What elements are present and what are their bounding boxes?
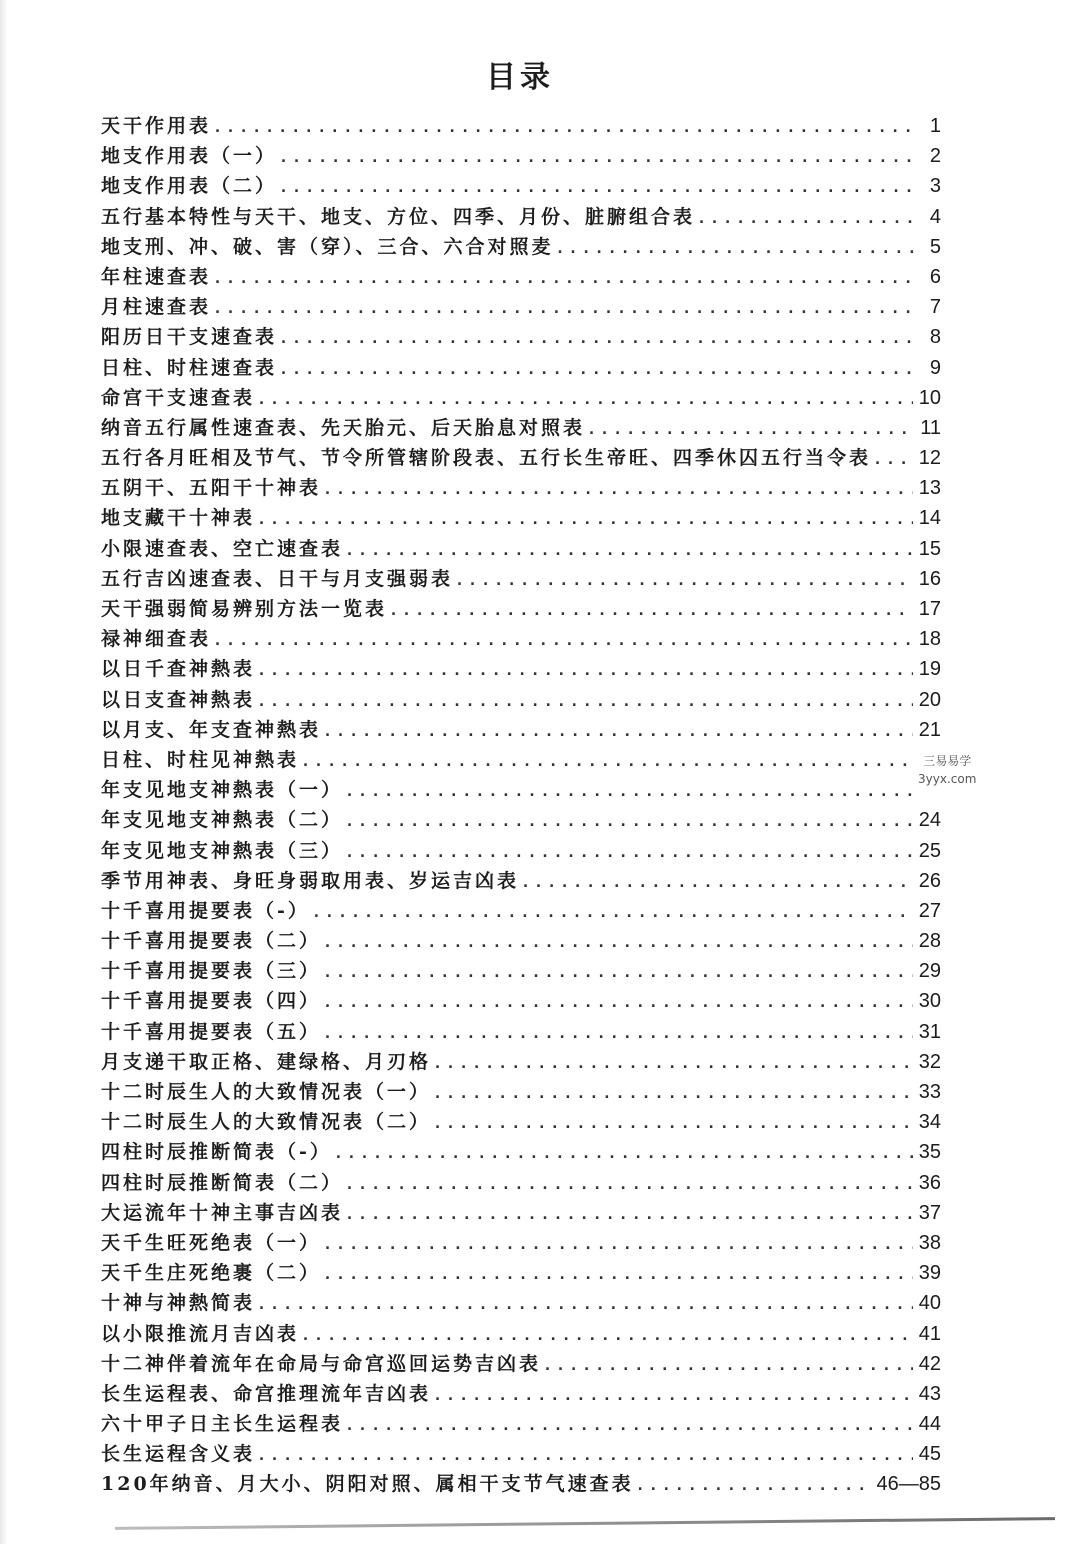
dot-leader [323,963,913,981]
toc-entry[interactable] [101,654,941,684]
toc-entry-label: 长生运程含义表 [101,1443,256,1466]
toc-entry-label: 天干作用表 [101,115,212,137]
page-edge-shadow [0,0,8,1544]
toc-entry-page: 44 [918,1413,941,1436]
toc-entry-label: 以日千查神熱表 [101,658,256,681]
toc-entry-label: 十千喜用提要表（三） [101,960,322,983]
dot-leader [213,118,915,136]
dot-leader [345,812,913,830]
toc-entry[interactable] [101,503,941,533]
toc-entry[interactable] [101,1288,941,1318]
dot-leader [873,450,913,468]
toc-entry-page: 31 [918,1020,941,1043]
toc-entry[interactable] [101,1228,941,1258]
toc-entry[interactable] [101,443,941,473]
toc-entry[interactable] [101,1137,941,1167]
dot-leader [697,209,915,227]
toc-entry-label: 天干强弱简易辨别方法一览表 [101,598,388,620]
toc-entry-page: 6 [929,265,941,288]
toc-entry[interactable] [101,171,941,201]
toc-entry[interactable] [101,1379,941,1409]
toc-entry-page: 20 [918,688,941,711]
dot-leader [279,360,915,378]
toc-entry-label: 地支作用表（二） [101,175,278,198]
toc-entry-label: 日柱、时柱见神熱表 [101,748,300,771]
toc-entry[interactable] [101,322,941,352]
toc-entry[interactable] [101,383,941,413]
dot-leader [521,873,913,891]
toc-entry-label: 阳历日干支速查表 [101,326,278,349]
toc-entry[interactable] [101,715,941,745]
toc-entry[interactable] [101,1258,941,1288]
dot-leader [345,843,913,861]
toc-entry-page: 1 [929,115,941,137]
toc-entry[interactable] [101,232,941,262]
toc-entry-page: 2 [929,145,941,168]
dot-leader [323,722,913,740]
dot-leader [636,1476,871,1494]
dot-leader [433,1386,913,1404]
toc-entry-page: 15 [918,537,941,560]
dot-leader [323,1024,913,1042]
toc-entry-page: 28 [918,930,941,953]
dot-leader [279,329,915,347]
toc-entry-label: 年支见地支神熱表（三） [101,839,344,862]
toc-entry-label: 日柱、时柱速查表 [101,356,278,379]
toc-entry-page: 10 [918,386,941,409]
toc-entry[interactable] [101,1017,941,1047]
toc-entry-label: 四柱时辰推断简表（-） [101,1141,332,1164]
toc-entry-label: 十二时辰生人的大致情况表（一） [101,1081,432,1103]
bottom-rule [115,1517,1055,1530]
dot-leader [433,1114,913,1132]
toc-entry-label: 五行基本特性与天干、地支、方位、四季、月份、脏腑组合表 [101,205,696,228]
toc-entry[interactable] [101,775,941,805]
toc-entry-label: 年支见地支神熱表（二） [101,809,344,832]
toc-entry[interactable] [101,353,941,383]
toc-entry-page: 26 [918,869,941,892]
dot-leader [345,782,915,800]
dot-leader [279,178,915,196]
toc-entry-label: 大运流年十神主事吉凶表 [101,1201,344,1224]
toc-entry[interactable] [101,534,941,564]
dot-leader [345,1205,913,1223]
toc-entry[interactable] [101,292,941,322]
toc-entry-label: 五行吉凶速查表、日干与月支强弱表 [101,567,454,590]
toc-entry-page: 39 [918,1262,941,1285]
toc-entry[interactable] [101,413,941,443]
dot-leader [323,993,913,1011]
toc-entry-label: 地支作用表（一） [101,145,278,168]
toc-entry[interactable] [101,473,941,503]
toc-entry-page: 41 [918,1322,941,1345]
dot-leader [433,1054,913,1072]
watermark-url: 3yyx.com [918,772,977,786]
toc-entry-label: 十神与神熱简表 [101,1292,256,1315]
toc-entry-label: 长生运程表、命宫推理流年吉凶表 [101,1382,432,1405]
dot-leader [556,239,915,257]
dot-leader [213,631,913,649]
toc-entry[interactable] [101,866,941,896]
toc-entry[interactable] [101,986,941,1016]
toc-entry-page: 38 [918,1231,941,1254]
toc-entry-label: 天千生庄死绝裹（二） [101,1262,322,1285]
dot-leader [455,571,913,589]
toc-entry-page: 37 [918,1201,941,1224]
toc-entry[interactable] [101,262,941,292]
toc-entry[interactable] [101,1469,941,1499]
toc-entry-label: 十千喜用提要表（五） [101,1020,322,1043]
watermark-name: 三易易学 [923,754,972,768]
dot-leader [213,269,915,287]
toc-entry-page: 42 [918,1352,941,1375]
toc-entry-page: 11 [920,416,941,439]
toc-entry-page: 46—85 [876,1473,941,1496]
toc-entry[interactable] [101,685,941,715]
toc-entry-label: 五阴干、五阳干十神表 [101,477,322,500]
toc-entry-label: 月支递干取正格、建绿格、月刃格 [101,1050,432,1073]
toc-entry-page: 40 [918,1292,941,1315]
dot-leader [257,661,913,679]
toc-entry-page: 36 [918,1171,941,1194]
toc-entry-page: 25 [918,839,941,862]
toc-entry[interactable] [101,111,941,141]
dot-leader [323,480,913,498]
toc-entry-label: 十二神伴着流年在命局与命宫巡回运势吉凶表 [101,1352,542,1375]
toc-entry[interactable] [101,624,941,654]
toc-entry-label: 十千喜用提要表（四） [101,990,322,1013]
toc-entry-page: 18 [918,628,941,651]
watermark [918,752,976,788]
toc-entry-page: 8 [929,326,941,349]
toc-entry-page: 45 [918,1443,941,1466]
dot-leader [345,1175,913,1193]
dot-leader [257,1446,913,1464]
dot-leader [587,420,914,438]
dot-leader [323,1235,913,1253]
toc-entry[interactable] [101,1077,941,1107]
dot-leader [433,1084,913,1102]
toc-entry[interactable] [101,1409,941,1439]
dot-leader [543,1356,913,1374]
dot-leader [279,148,915,166]
toc-entry[interactable] [101,805,941,835]
toc-entry-page: 24 [918,809,941,832]
toc-entry-label: 十千喜用提要表（-） [101,899,310,922]
toc-entry-label: 以日支查神熱表 [101,688,256,711]
dot-leader [389,601,913,619]
toc-entry-label: 月柱速查表 [101,296,212,319]
toc-entry-label: 四柱时辰推断简表（二） [101,1171,344,1194]
toc-entry[interactable] [101,1198,941,1228]
toc-entry[interactable] [101,141,941,171]
dot-leader [257,1295,913,1313]
dot-leader [257,692,913,710]
toc-entry-label: 120年纳音、月大小、阴阳对照、属相干支节气速查表 [101,1473,634,1496]
toc-entry[interactable] [101,202,941,232]
toc-entry-label: 年柱速查表 [101,265,212,288]
table-of-contents [101,111,941,1500]
toc-entry[interactable] [101,956,941,986]
toc-entry[interactable] [101,1319,941,1349]
toc-entry-page: 34 [918,1111,941,1134]
dot-leader [323,1265,913,1283]
toc-entry[interactable] [101,926,941,956]
toc-entry-label: 地支刑、冲、破、害（穿）、三合、六合对照麦 [101,235,554,258]
toc-entry-page: 12 [918,447,941,470]
toc-entry[interactable] [101,896,941,926]
toc-entry-page: 33 [918,1081,941,1103]
toc-entry-page: 14 [918,507,941,530]
toc-entry[interactable] [101,1107,941,1137]
dot-leader [301,752,915,770]
toc-entry-label: 小限速查表、空亡速查表 [101,537,344,560]
toc-entry-page: 16 [918,567,941,590]
toc-entry-label: 纳音五行属性速查表、先天胎元、后天胎息对照表 [101,416,586,439]
dot-leader [257,510,913,528]
toc-entry-page: 21 [918,718,941,741]
dot-leader [301,1326,913,1344]
toc-entry-page: 5 [929,235,941,258]
dot-leader [334,1144,913,1162]
dot-leader [213,299,915,317]
toc-entry-page: 9 [929,356,941,379]
toc-entry-page: 3 [929,175,941,198]
toc-entry-page: 30 [918,990,941,1013]
toc-entry-label: 十二时辰生人的大致情况表（二） [101,1111,432,1134]
dot-leader [323,933,913,951]
toc-entry[interactable] [101,1349,941,1379]
toc-entry-label: 禄神细查表 [101,628,212,651]
dot-leader [312,903,913,921]
toc-entry[interactable] [101,745,941,775]
toc-entry-label: 以小限推流月吉凶表 [101,1322,300,1345]
toc-entry-label: 六十甲子日主长生运程表 [101,1413,344,1436]
page-title: 目录 [486,60,554,95]
toc-entry[interactable] [101,1047,941,1077]
toc-entry-label: 十千喜用提要表（二） [101,930,322,953]
toc-entry-label: 地支藏干十神表 [101,507,256,530]
toc-entry[interactable] [101,594,941,624]
toc-entry-label: 季节用神表、身旺身弱取用表、岁运吉凶表 [101,869,520,892]
toc-entry-page: 13 [918,477,941,500]
toc-entry-page: 7 [929,296,941,319]
toc-entry-page: 19 [918,658,941,681]
toc-entry-page: 17 [918,598,941,620]
toc-entry-page: 43 [918,1382,941,1405]
toc-entry-label: 五行各月旺相及节气、节令所管辖阶段表、五行长生帝旺、四季休囚五行当令表 [101,447,872,470]
toc-entry-label: 以月支、年支査神熱表 [101,718,322,741]
toc-entry-page: 29 [918,960,941,983]
toc-entry-page: 32 [918,1050,941,1073]
toc-entry[interactable] [101,564,941,594]
toc-entry[interactable] [101,1439,941,1469]
dot-leader [345,1416,913,1434]
toc-entry-page: 27 [918,899,941,922]
toc-entry[interactable] [101,836,941,866]
toc-entry-page: 4 [929,205,941,228]
toc-entry-label: 天千生旺死绝表（一） [101,1231,322,1254]
toc-entry[interactable] [101,1168,941,1198]
toc-entry-label: 命宫干支速查表 [101,386,256,409]
dot-leader [345,541,913,559]
toc-entry-label: 年支见地支神熱表（一） [101,779,344,802]
toc-entry-page: 35 [918,1141,941,1164]
dot-leader [257,390,913,408]
